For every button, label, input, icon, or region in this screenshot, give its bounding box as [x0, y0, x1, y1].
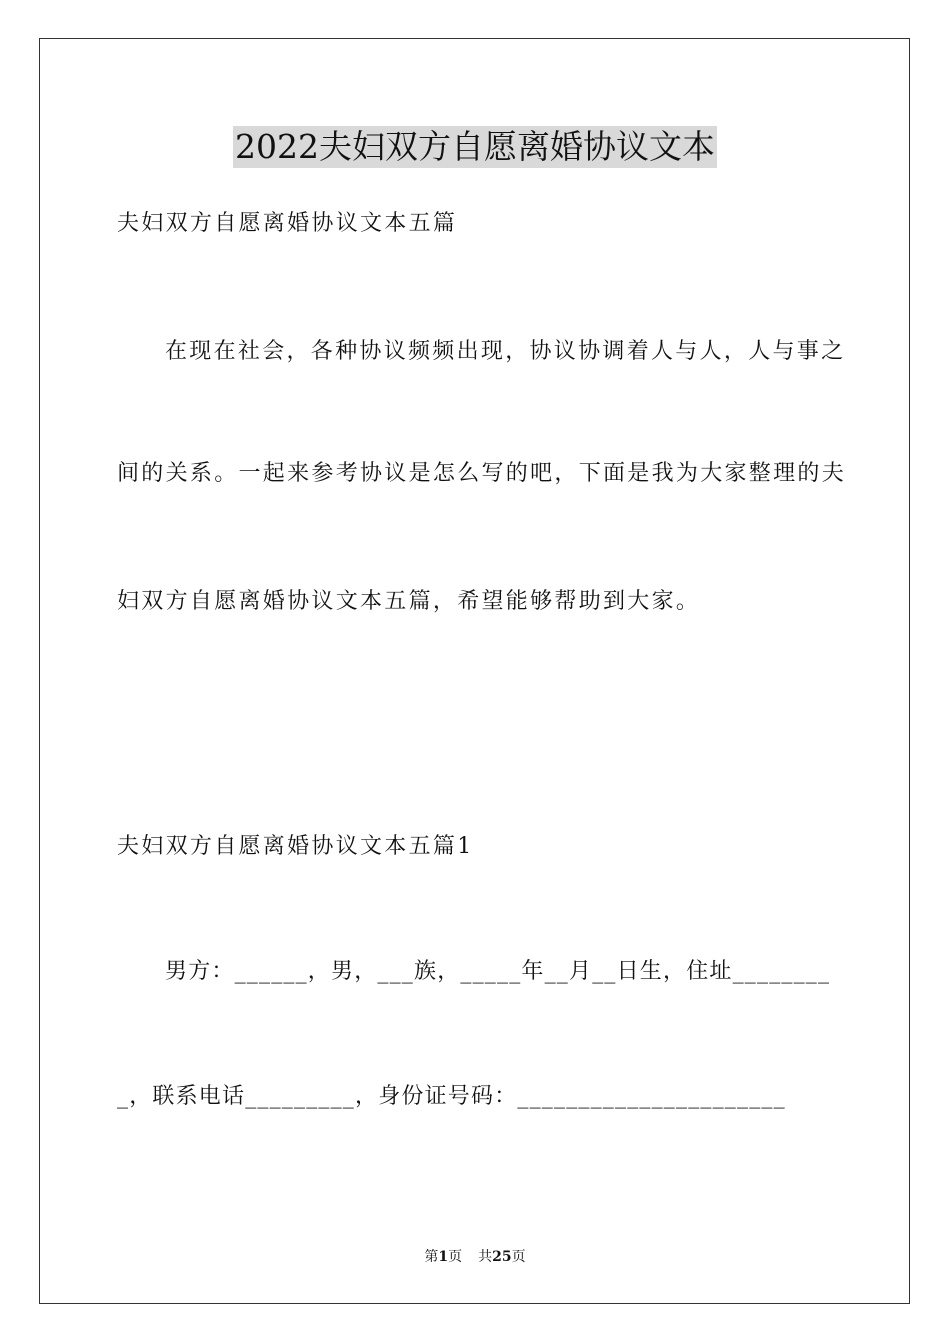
page-label-suffix: 页 — [448, 1249, 463, 1265]
intro-line-3: 妇双方自愿离婚协议文本五篇，希望能够帮助到大家。 — [117, 589, 701, 614]
male-party-line-1: 男方：______，男，___族，_____年__月__日生，住址________ — [165, 959, 831, 984]
title-container — [0, 126, 950, 168]
page-current: 1 — [438, 1249, 449, 1265]
page-total: 25 — [492, 1249, 512, 1265]
total-label-prefix: 共 — [478, 1249, 493, 1265]
page-label-prefix: 第 — [424, 1249, 439, 1265]
page-footer — [0, 1247, 950, 1267]
male-party-line-2: _，联系电话_________，身份证号码：______________________ — [117, 1084, 786, 1109]
intro-line-2: 间的关系。一起来参考协议是怎么写的吧，下面是我为大家整理的夫 — [117, 461, 847, 486]
document-subtitle: 夫妇双方自愿离婚协议文本五篇 — [117, 211, 458, 236]
section-heading: 夫妇双方自愿离婚协议文本五篇1 — [117, 834, 474, 859]
document-title: 2022夫妇双方自愿离婚协议文本 — [235, 127, 715, 166]
total-label-suffix: 页 — [511, 1249, 526, 1265]
intro-line-1: 在现在社会，各种协议频频出现，协议协调着人与人，人与事之 — [165, 339, 846, 364]
